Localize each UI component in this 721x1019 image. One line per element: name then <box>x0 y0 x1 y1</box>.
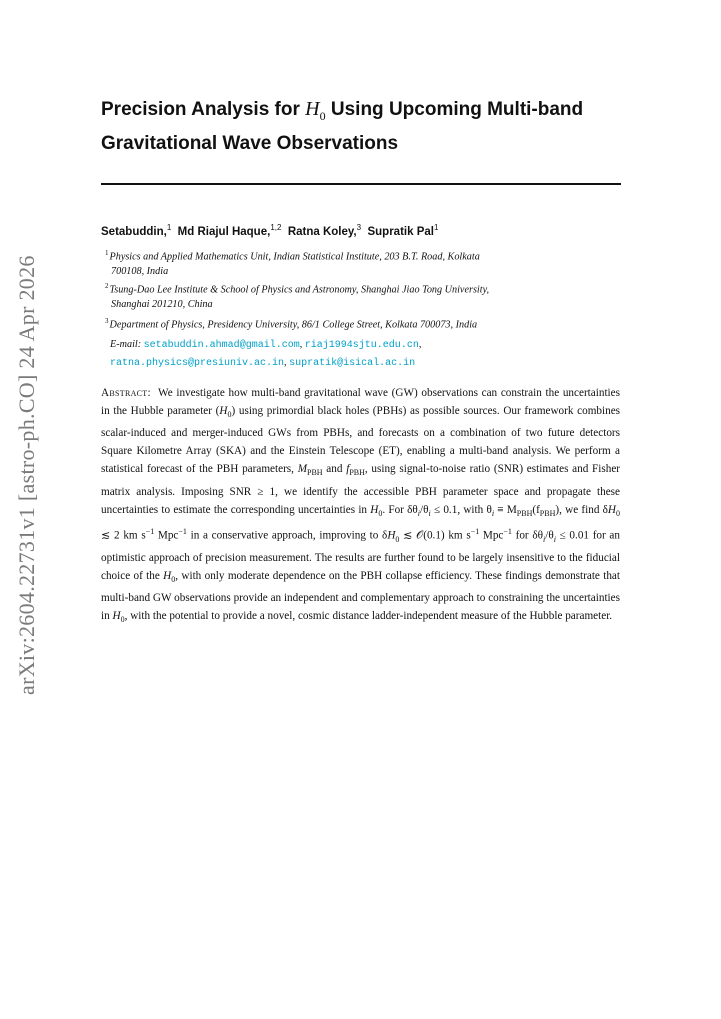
author-name: Setabuddin, <box>101 225 167 238</box>
affiliation-3: $^3$Department of Physics, Presidency University, 86/1 College Street, Kolkata 700073, India <box>105 317 478 331</box>
email-link[interactable]: ratna.physics@presiuniv.ac.in <box>110 358 285 369</box>
h0-symbol: $H_0$ <box>305 98 326 123</box>
email-link[interactable]: supratik@isical.ac.in <box>289 358 416 369</box>
author-name: Supratik Pal <box>367 225 434 238</box>
affiliation-2: $^2$Tsung-Dao Lee Institute & School of Physics and Astronomy, Shanghai Jiao Tong University, Shanghai 201210, China <box>105 282 490 311</box>
author-list: Setabuddin,$^1$ Md Riajul Haque,$^{1,2}$ Ratna Koley,$^3$ Supratik Pal$^1$ <box>101 223 439 238</box>
email-label: E-mail: <box>110 339 142 350</box>
title-rule <box>101 183 621 185</box>
affiliation-1: $^1$Physics and Applied Mathematics Unit, Indian Statistical Institute, 203 B.T. Road, Kolkata 700108, India <box>105 249 480 278</box>
paper-title: Precision Analysis for $H_0$ Using Upcoming Multi-band Gravitational Wave Observations <box>101 98 584 154</box>
abstract: Abstract: We investigate how multi-band gravitational wave (GW) observations can constrain the uncertainties in the Hubble parameter $(H_0)$ using primordial black holes (PBHs) as possible sources. Our framework combines scalar-induced and merger-induced GWs from PBHs, and forecasts on a combination of two future detectors Square Kilometre Array (SKA) and the Einstein Telescope (ET), enabling a multi-band analysis. We perform a statistical forecast of the PBH parameters, $M_{PBH}$ and $f_{PBH}$, using signal-to-noise ratio (SNR) estimates and Fisher matrix analysis. Imposing SNR ≥ 1, we identify the accessible PBH parameter space and propagate these uncertainties to estimate the corresponding uncertainties in $H_0$. For $\delta\theta_i/\theta_i \le 0.1$, with $\theta_i \equiv M_{PBH}(f_{PBH})$, we find $\delta H_0$ ≲ 2 km $s^{-1}$ Mpc$^{-1}$ in a conservative approach, improving to $\delta H_0$ ≲ 𝒪(0.1) km $s^{-1}$ Mpc$^{-1}$ for $\delta\theta_i/\theta_i \le 0.01$ for an optimistic approach of precision measurement. The results are further found to be largely insensitive to the fiducial choice of the $H_0$, with only moderate dependence on the PBH collapse efficiency. These findings demonstrate that multi-band GW observations provide an independent and complementary approach to constraining the uncertainties in $H_0$, with the potential to provide a novel, cosmic distance ladder-independent measure of the Hubble parameter. <box>101 387 621 625</box>
author-name: Md Riajul Haque, <box>177 225 271 238</box>
arxiv-identifier-stamp: arXiv:2604.22731v1 [astro-ph.CO] 24 Apr 2026 <box>14 255 39 695</box>
email-block: E-mail: setabuddin.ahmad@gmail.com, riaj1994sjtu.edu.cn, ratna.physics@presiuniv.ac.in, supratik@isical.ac.in <box>110 339 422 369</box>
email-link[interactable]: setabuddin.ahmad@gmail.com <box>143 340 300 351</box>
email-link[interactable]: riaj1994sjtu.edu.cn <box>304 340 419 351</box>
author-name: Ratna Koley, <box>287 225 357 238</box>
abstract-heading: Abstract: <box>101 387 151 399</box>
